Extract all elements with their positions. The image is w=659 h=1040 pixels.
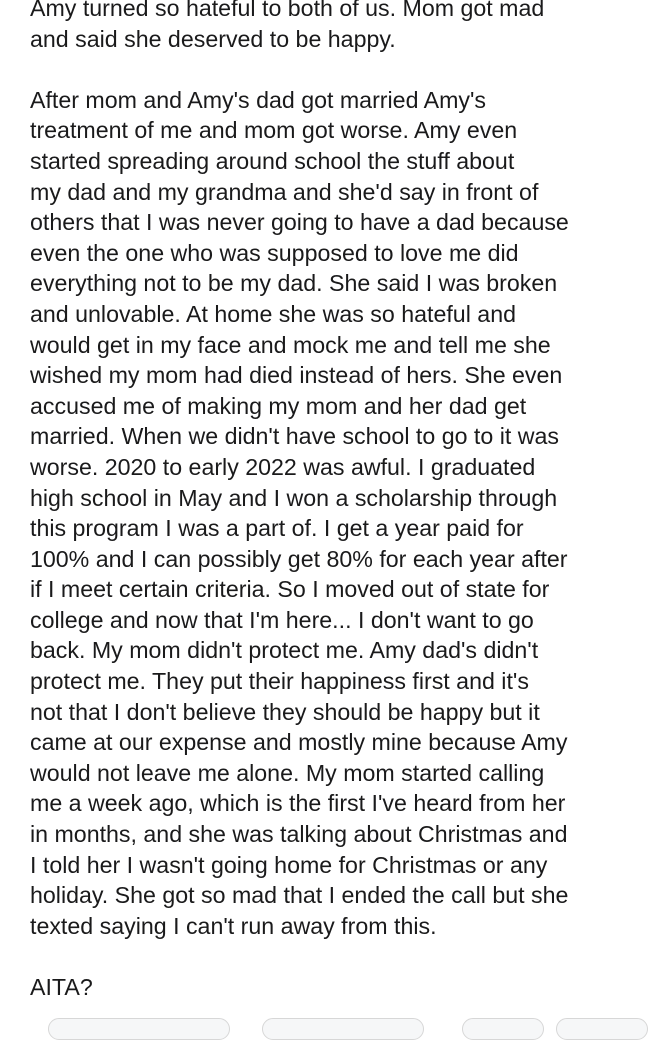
share-button[interactable] [556, 1018, 648, 1040]
award-button[interactable] [462, 1018, 544, 1040]
action-bar [0, 1018, 659, 1032]
post-body [30, 0, 630, 1003]
post-paragraph: Amy turned so hateful to both of us. Mom got mad and said she deserved to be happy. [30, 0, 545, 52]
comments-button[interactable] [262, 1018, 424, 1040]
paragraph-spacer [30, 54, 630, 85]
paragraph-spacer [30, 941, 630, 972]
vote-button[interactable] [48, 1018, 230, 1040]
post-question: AITA? [30, 974, 93, 1000]
post-paragraph: After mom and Amy's dad got married Amy's treatment of me and mom got worse. Amy even started spreading around school the stuff about my dad and my grandma and she'd say in front of others that I was never going to have a dad because even the one who was supposed to love me did everything not to be my dad. She said I was broken and unlovable. At home she was so hateful and would get in my face and mock me and tell me she wished my mom had died instead of hers. She even accused me of making my mom and her dad get married. When we didn't have school to go to it was worse. 2020 to early 2022 was awful. I graduated high school in May and I won a scholarship through this program I was a part of. I get a year paid for 100% and I can possibly get 80% for each year after if I meet certain criteria. So I moved out of state for college and now that I'm here... I don't want to go back. My mom didn't protect me. Amy dad's didn't protect me. They put their happiness first and it's not that I don't believe they should be happy but it came at our expense and mostly mine because Amy would not leave me alone. My mom started calling me a week ago, which is the first I've heard from her in months, and she was talking about Christmas and I told her I wasn't going home for Christmas or any holiday. She got so mad that I ended the call but she texted saying I can't run away from this. [30, 86, 569, 939]
